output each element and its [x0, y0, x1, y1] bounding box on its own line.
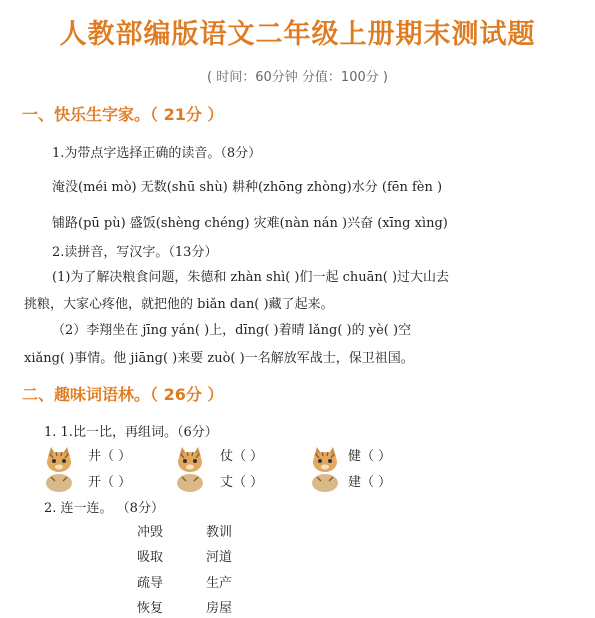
matching-left-word: 疏导: [137, 576, 164, 591]
pinyin-writing-line-2: 挑粮，大家心疼他，就把他的 biǎn dan( )藏了起来。: [24, 297, 334, 312]
cat-sticker-icon: [173, 445, 207, 493]
section-1-heading: 一、快乐生字家。（ 21分 ）: [22, 105, 224, 124]
page-title: 人教部编版语文二年级上册期末测试题: [59, 19, 536, 50]
compare-item: 开（ ）: [88, 475, 132, 490]
question-1-title: 1.为带点字选择正确的读音。（8分）: [52, 146, 262, 161]
pinyin-choice-line-1: 淹没(méi mò) 无数(shū shù) 耕种(zhōng zhòng)水分 (fēn fèn ): [52, 180, 443, 195]
matching-right-word: 生产: [206, 576, 233, 591]
matching-left-word: 恢复: [137, 601, 164, 616]
matching-left-word: 吸取: [137, 550, 164, 565]
compare-item: 仗（ ）: [220, 449, 264, 464]
matching-right-word: 河道: [206, 550, 233, 565]
compare-question-title: 1. 1.比一比，再组词。（6分）: [44, 425, 218, 440]
cat-sticker-icon: [308, 445, 342, 493]
question-2-title: 2.读拼音，写汉字。（13分）: [52, 245, 218, 260]
cat-sticker-icon: [42, 445, 76, 493]
exam-info: ( 时间：60分钟 分值：100分 ): [207, 70, 388, 85]
pinyin-choice-line-2: 铺路(pū pù) 盛饭(shèng chéng) 灾难(nàn nán )兴奋 (xīng xìng): [52, 216, 448, 231]
pinyin-writing-line-4: xiǎng( )事情。他 jiāng( )来要 zuò( )一名解放军战士，保卫祖国。: [24, 351, 414, 366]
section-2-heading: 二、趣味词语林。（ 26分 ）: [22, 385, 224, 404]
compare-item: 丈（ ）: [220, 475, 264, 490]
compare-item: 井（ ）: [88, 449, 132, 464]
pinyin-writing-line-3: （2）李翔坐在 jīng yán( )上，dīng( )着晴 lǎng( )的 yè( )空: [52, 323, 412, 338]
compare-item: 建（ ）: [348, 475, 392, 490]
matching-right-word: 房屋: [206, 601, 233, 616]
pinyin-writing-line-1: (1)为了解决粮食问题，朱德和 zhàn shì( )们一起 chuān( )过大山去: [52, 270, 450, 285]
compare-item: 健（ ）: [348, 449, 392, 464]
matching-question-title: 2. 连一连。 （8分）: [44, 501, 164, 516]
matching-left-word: 冲毁: [137, 525, 164, 540]
matching-right-word: 教训: [206, 525, 233, 540]
